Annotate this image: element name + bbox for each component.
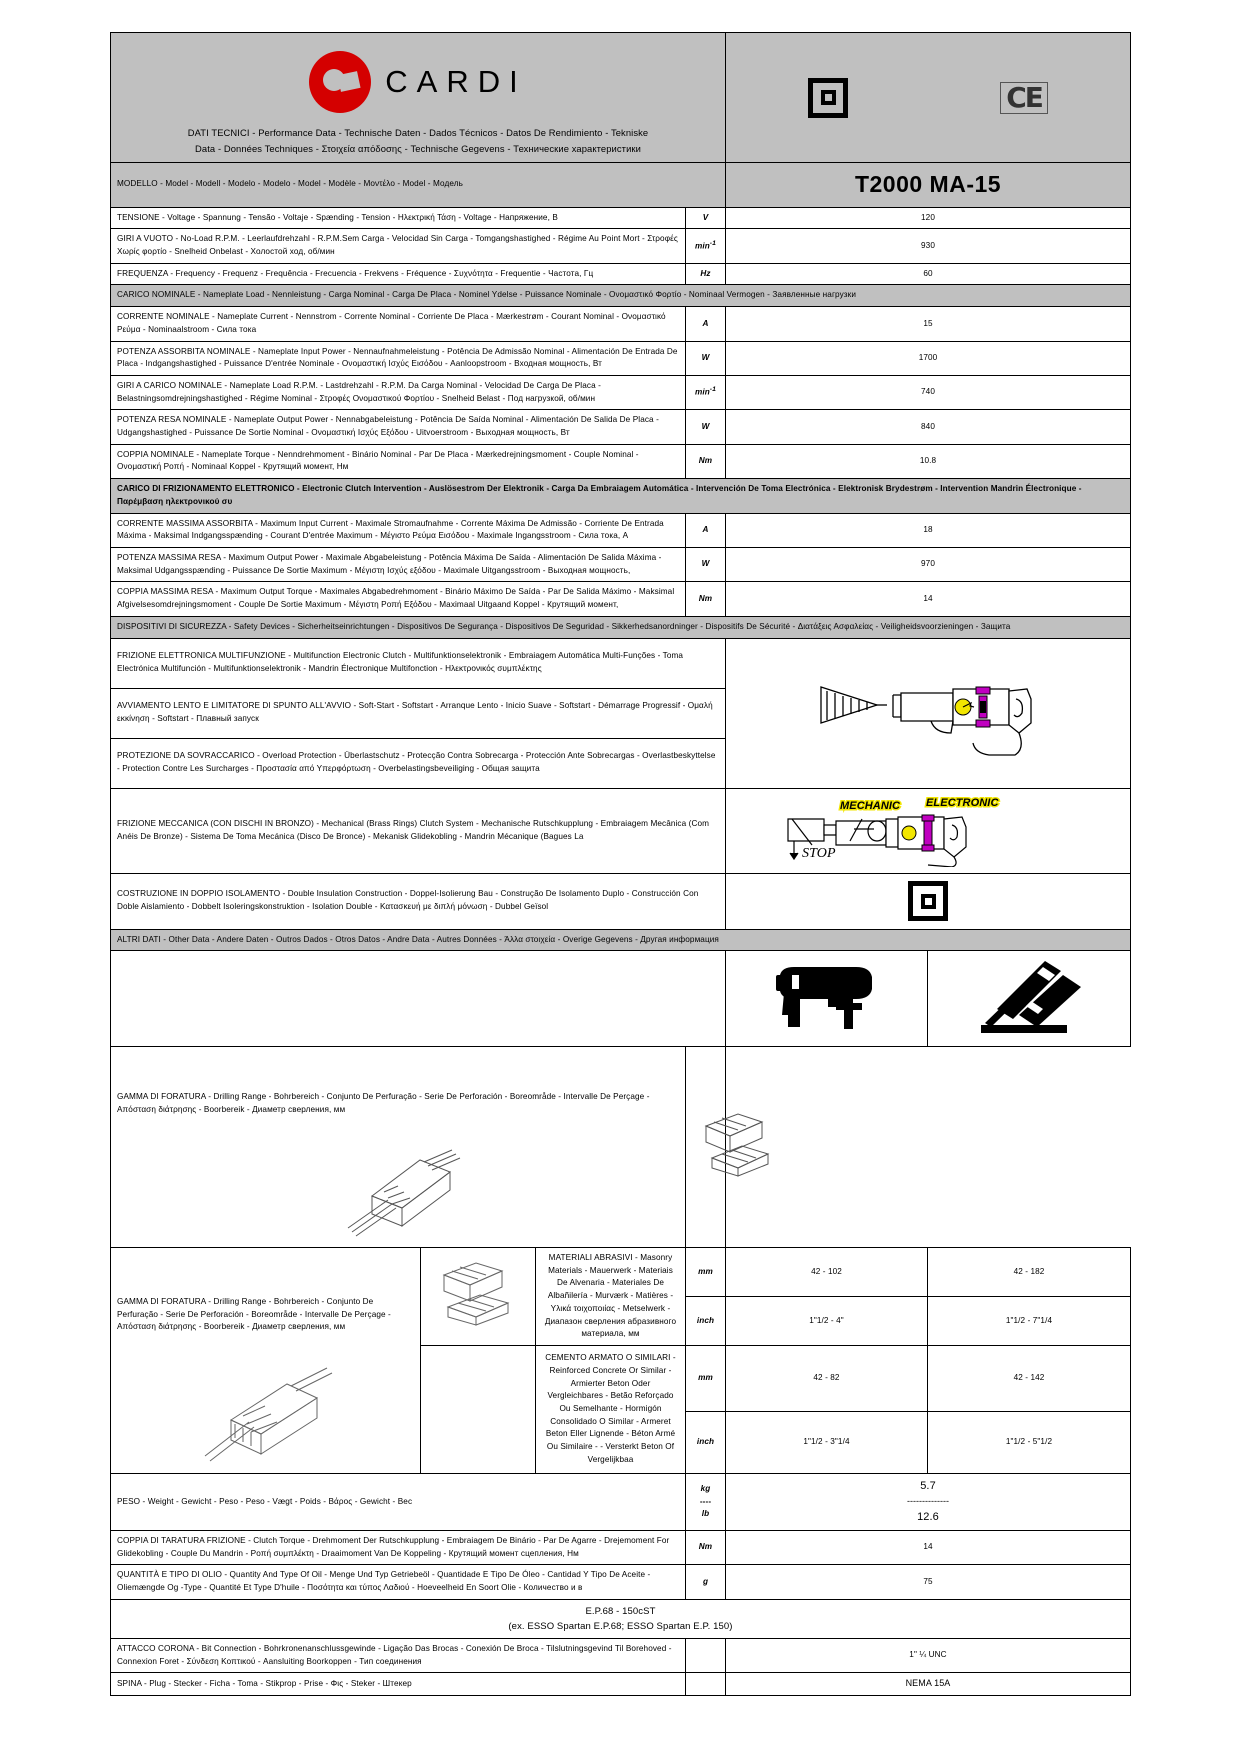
bit-connection-value: 1" ¼ UNC xyxy=(726,1639,1131,1673)
masonry-mm-col1: 42 - 102 xyxy=(726,1248,928,1297)
weight-unit-separator: ---- xyxy=(699,1496,712,1506)
table-row xyxy=(111,582,1131,616)
masonry-inch-col2: 1"1/2 - 7"1/4 xyxy=(928,1296,1131,1345)
bottom-data-table xyxy=(110,1473,1131,1697)
certification-cell xyxy=(726,33,1131,163)
concrete-mm-col2: 42 - 142 xyxy=(928,1345,1131,1411)
table-row xyxy=(111,1530,1131,1564)
weight-values xyxy=(726,1473,1131,1530)
model-row xyxy=(111,163,1131,208)
oil-unit: g xyxy=(686,1565,726,1599)
electronic-drill-illustration-cell xyxy=(726,638,1131,788)
oil-value: 75 xyxy=(726,1565,1131,1599)
masonry-unit-mm: mm xyxy=(686,1248,726,1297)
table-row xyxy=(111,1248,1131,1297)
concrete-material-name: CEMENTO ARMATO O SIMILARI - Reinforced Concrete Or Similar - Armierter Beton Oder Vergleichbares - Betão Reforçado Ou Semelhante - Hormigón Consolidado O Similar - Armeret Beton Eller Lignende - Béton Armé Ou Similaire - - Versterkt Beton Of Vergelijkbaa xyxy=(536,1345,686,1473)
safety-item-double-insulation: COSTRUZIONE IN DOPPIO ISOLAMENTO - Double Insulation Construction - Doppel-Isolierung Bau - Construção De Isolamento Duplo - Construcción Con Doble Aislamiento - Dobbelt Isoleringskonstruktion - Isolation Double - Κατασκευή με διπλή μόνωση - Dubbel Geïsol xyxy=(111,873,726,929)
section-band-other-data xyxy=(111,929,1131,951)
reinforced-concrete-icon xyxy=(191,1364,341,1464)
sheet-title-line2: Data - Données Techniques - Στοιχεία απόδοσης - Technische Gegevens - Технические характеристики xyxy=(195,142,641,154)
electronic-drill-icon xyxy=(813,665,1043,761)
unit-exponent: -1 xyxy=(709,386,717,394)
weight-value-kg: 5.7 xyxy=(920,1479,936,1492)
reinforced-concrete-icon-wrap xyxy=(117,1142,679,1243)
unit-text: W xyxy=(701,352,710,362)
unit-exponent: -1 xyxy=(709,239,717,247)
row-value-nameplate-load-rpm: 740 xyxy=(726,375,1131,409)
masonry-icon-cell xyxy=(686,1046,726,1247)
band-label-other-data: ALTRI DATI - Other Data - Andere Daten - Outros Dados - Otros Datos - Andre Data - Autres Données - Άλλα στοιχεία - Overige Gegevens - Другая информация xyxy=(111,929,1131,951)
unit-text: min xyxy=(694,388,710,398)
brand-header-cell xyxy=(111,33,726,163)
row-value-nameplate-torque: 10.8 xyxy=(726,444,1131,478)
double-insulation-square-icon xyxy=(908,881,948,921)
table-row xyxy=(111,548,1131,582)
electronic-label: ELECTRONIC xyxy=(926,796,999,809)
row-desc-nameplate-load-rpm: GIRI A CARICO NOMINALE - Nameplate Load R.P.M. - Lastdrehzahl - R.P.M. Da Carga Nominal - Velocidad De Carga De Placa - Belastningsomdrejningshastighed - Régime Nominal - Στροφές Ονομαστικού Φορτίου - Snelheid Belast - Под нагрузкой, об/мин xyxy=(111,375,686,409)
safety-item-overload-protection: PROTEZIONE DA SOVRACCARICO - Overload Protection - Überlastschutz - Protecção Contra Sobrecarga - Protección Ante Sobrecargas - Overlastbeskyttelse - Protection Contre Les Surcharges - Προστασία από Υπερφόρτωση - Overbelastingsbeveiliging - Общая защита xyxy=(111,738,726,788)
table-row xyxy=(111,513,1131,547)
table-row xyxy=(111,1599,1131,1638)
row-desc-voltage: TENSIONE - Voltage - Spannung - Tensão - Voltaje - Spænding - Tension - Ηλεκτρική Τάση - Voltage - Напряжение, В xyxy=(111,207,686,229)
row-unit-voltage xyxy=(686,207,726,229)
drilling-range-label-cell xyxy=(111,1248,421,1474)
row-desc-max-input-current: CORRENTE MASSIMA ASSORBITA - Maximum Input Current - Maximale Stromaufnahme - Corrente Máxima De Admissão - Corriente De Entrada Máxima - Maksimal Indgangsspænding - Courant D'entrée Maximum - Μέγιστο Ρεύμα Εισόδου - Maximale Ingangsstroom - Сила тока, А xyxy=(111,513,686,547)
plug-unit xyxy=(686,1673,726,1696)
plug-label: SPINA - Plug - Stecker - Ficha - Toma - Stikprop - Prise - Φις - Steker - Штекер xyxy=(111,1673,686,1696)
row-desc-noload-rpm: GIRI A VUOTO - No-Load R.P.M. - Leerlaufdrehzahl - R.P.M.Sem Carga - Velocidad Sin Carga - Tomgangshastighed - Régime Au Point Mort - Στροφές Χωρίς φορτίο - Snelheid Onbelast - Холостой ход, об/мин xyxy=(111,229,686,263)
row-desc-nameplate-input-power: POTENZA ASSORBITA NOMINALE - Nameplate Input Power - Nennaufnahmeleistung - Potência De Admissão Nominal - Alimentación De Entrada De Placa - Indgangshastighed - Puissance D'entrée Nominale - Ονομαστική Ισχύς Εισόδου - Aanloopstroom - Входная мощность, Вт xyxy=(111,341,686,375)
oil-type-line2: (ex. ESSO Spartan E.P.68; ESSO Spartan E.P. 150) xyxy=(508,1620,733,1632)
table-row xyxy=(111,444,1131,478)
sheet-title-line1: DATI TECNICI - Performance Data - Technische Daten - Dados Técnicos - Datos De Rendimiento - Tekniske xyxy=(187,126,649,138)
row-value-nameplate-output-power: 840 xyxy=(726,410,1131,444)
unit-text: Nm xyxy=(698,456,713,466)
bricks-icon xyxy=(428,1259,528,1329)
brand-name: CARDI xyxy=(385,63,527,99)
stop-label: STOP xyxy=(802,845,836,861)
bit-connection-unit xyxy=(686,1639,726,1673)
concrete-mm-col1: 42 - 82 xyxy=(726,1345,928,1411)
oil-type-line1: E.P.68 - 150cST xyxy=(585,1605,656,1617)
weight-unit-kg: kg xyxy=(700,1483,711,1493)
masonry-icon-cell xyxy=(421,1248,536,1346)
row-unit-max-output-power xyxy=(686,548,726,582)
clutch-torque-label: COPPIA DI TARATURA FRIZIONE - Clutch Torque - Drehmoment Der Rutschkupplung - Embraiagem De Binário - Par De Agarre - Drejemoment For Glidekobling - Couple Du Mandrin - Ροπή συμπλέκτη - Draaimoment Van De Koppeling - Крутящий момент сцепления, Нм xyxy=(111,1530,686,1564)
reinforced-concrete-icon xyxy=(328,1142,468,1238)
table-row xyxy=(111,410,1131,444)
unit-text: Nm xyxy=(698,593,713,603)
row-desc-max-output-torque: COPPIA MASSIMA RESA - Maximum Output Torque - Maximales Abgabedrehmoment - Binário Máximo De Saída - Par De Salida Máximo - Maksimal Afgivelsesomdrejningsmoment - Couple De Sortie Maximum - Μέγιστη Ροπή Εξόδου - Maximaal Uitgaand Koppel - Крутящий момент, xyxy=(111,582,686,616)
table-row xyxy=(111,873,1131,929)
row-value-nameplate-current: 15 xyxy=(726,307,1131,341)
double-insulation-cell xyxy=(726,873,1131,929)
hammer-drill-icon xyxy=(762,957,892,1035)
section-band-nameplate xyxy=(111,285,1131,307)
row-unit-nameplate-load-rpm xyxy=(686,375,726,409)
band-label-safety: DISPOSITIVI DI SICUREZZA - Safety Devices - Sicherheitseinrichtungen - Dispositivos De Segurança - Dispositivos De Seguridad - Sikkerhedsanordninger - Dispositifs De Sécurité - Διατάξεις Ασφαλείας - Veiligheidsvoorzieningen - Защита xyxy=(111,616,1131,638)
weight-value-lb: 12.6 xyxy=(917,1510,939,1523)
core-drill-stand-icon xyxy=(969,957,1089,1035)
header-row xyxy=(111,33,1131,163)
safety-item-soft-start: AVVIAMENTO LENTO E LIMITATORE DI SPUNTO ALL'AVVIO - Soft-Start - Softstart - Arranque Lento - Inicio Suave - Softstart - Démarrage Progressif - Ομαλή εκκίνηση - Softstart - Плавный запуск xyxy=(111,688,726,738)
model-value-cell xyxy=(726,163,1131,208)
unit-text: W xyxy=(701,421,710,431)
concrete-unit-mm: mm xyxy=(686,1345,726,1411)
row-value-max-input-current: 18 xyxy=(726,513,1131,547)
double-insulation-square-icon xyxy=(808,78,848,118)
weight-unit-lb: lb xyxy=(701,1509,710,1519)
drilling-range-table xyxy=(110,1247,1131,1474)
row-unit-nameplate-torque xyxy=(686,444,726,478)
table-row xyxy=(111,1046,1131,1247)
row-desc-frequency: FREQUENZA - Frequency - Frequenz - Frequência - Frecuencia - Frekvens - Fréquence - Συχνότητα - Frequentie - Частота, Гц xyxy=(111,263,686,285)
row-unit-nameplate-output-power xyxy=(686,410,726,444)
drilling-range-label-cell xyxy=(111,1046,686,1247)
table-row xyxy=(111,229,1131,263)
table-row xyxy=(111,1639,1131,1673)
masonry-material-name: MATERIALI ABRASIVI - Masonry Materials - Mauerwerk - Materiais De Alvenaria - Materiales De Albañilería - Murværk - Matières - Υλικά τοιχοποιίας - Metselwerk - Диапазон сверления абразивного материала, мм xyxy=(536,1248,686,1346)
table-row xyxy=(111,207,1131,229)
hammer-drill-cell xyxy=(726,951,928,1047)
concrete-unit-inch: inch xyxy=(686,1412,726,1474)
clutch-torque-unit: Nm xyxy=(686,1530,726,1564)
row-value-nameplate-input-power: 1700 xyxy=(726,341,1131,375)
row-value-max-output-power: 970 xyxy=(726,548,1131,582)
concrete-inch-col1: 1"1/2 - 3"1/4 xyxy=(726,1412,928,1474)
band-label-nameplate: CARICO NOMINALE - Nameplate Load - Nennleistung - Carga Nominal - Carga De Placa - Nominel Ydelse - Puissance Nominale - Ονομαστικό Φορτίο - Nominaal Vermogen - Заявленные нагрузки xyxy=(111,285,1131,307)
band-label-electronic-clutch: CARICO DI FRIZIONAMENTO ELETTRONICO - Electronic Clutch Intervention - Auslösestrom Der Elektronik - Carga Da Embraiagem Automática - Intervención De Toma Electrónica - Elektronisk Brydestrøm - Intervention Mandrin Électronique - Παρέμβαση ηλεκτρονικού συ xyxy=(111,479,1131,513)
weight-label: PESO - Weight - Gewicht - Peso - Peso - Vægt - Poids - Βάρος - Gewicht - Bec xyxy=(111,1473,686,1530)
brand-logo xyxy=(117,39,719,125)
oil-type-cell xyxy=(111,1599,1131,1638)
model-name: T2000 MA-15 xyxy=(854,171,1002,197)
row-value-max-output-torque: 14 xyxy=(726,582,1131,616)
section-band-electronic-clutch xyxy=(111,479,1131,513)
row-desc-nameplate-torque: COPPIA NOMINALE - Nameplate Torque - Nenndrehmoment - Binário Nominal - Par De Placa - Mærkedrejningsmoment - Couple Nominal - Ονομαστική Ροπή - Nominaal Koppel - Крутящий момент, Нм xyxy=(111,444,686,478)
table-row xyxy=(111,788,1131,873)
concrete-icon-spacer-cell xyxy=(421,1345,536,1473)
row-desc-max-output-power: POTENZA MASSIMA RESA - Maximum Output Power - Maximale Abgabeleistung - Potência Máxima De Saída - Alimentación De Salida Máxima - Maksimal Udgangsspænding - Puissance De Sortie Maximum - Μέγιστη Ισχύς εξόδου - Maximale Uitgangsstroom - Выходная мощность, xyxy=(111,548,686,582)
concrete-inch-col2: 1"1/2 - 5"1/2 xyxy=(928,1412,1131,1474)
drilling-range-label: GAMMA DI FORATURA - Drilling Range - Bohrbereich - Conjunto De Perfuração - Serie De Perforación - Boreområde - Intervalle De Perçage - Απόσταση διάτρησης - Boorbereik - Диаметр сверления, мм xyxy=(117,1091,650,1114)
row-unit-nameplate-input-power xyxy=(686,341,726,375)
drilling-range-label: GAMMA DI FORATURA - Drilling Range - Bohrbereich - Conjunto De Perfuração - Serie De Perforación - Boreområde - Intervalle De Perçage - Απόσταση διάτρησης - Boorbereik - Диаметр сверления, мм xyxy=(117,1297,391,1332)
table-row xyxy=(111,263,1131,285)
row-value-frequency: 60 xyxy=(726,263,1131,285)
unit-text: V xyxy=(702,212,709,222)
row-desc-nameplate-output-power: POTENZA RESA NOMINALE - Nameplate Output Power - Nennabgabeleistung - Potência De Saída Nominal - Alimentación De Salida De Placa - Udgangshastighed - Puissance De Sortie Nominal - Ονομαστική Ισχύς Εξόδου - Uitvoerstroom - Выходная мощность, Вт xyxy=(111,410,686,444)
unit-text: Hz xyxy=(700,268,711,278)
table-row xyxy=(111,1673,1131,1696)
clutch-torque-value: 14 xyxy=(726,1530,1131,1564)
bit-connection-label: ATTACCO CORONA - Bit Connection - Bohrkronenanschlussgewinde - Ligação Das Brocas - Conexión De Broca - Tilslutningsgevind Til Borehoved - Connexion Foret - Σύνδεση Κοπτικού - Aansluiting Boorkoppen - Тип соединения xyxy=(111,1639,686,1673)
model-label: MODELLO - Model - Modell - Modelo - Modelo - Model - Modèle - Μοντέλο - Model - Модель xyxy=(111,163,726,208)
table-row xyxy=(111,638,1131,688)
masonry-unit-inch: inch xyxy=(686,1296,726,1345)
unit-text: min xyxy=(694,241,710,251)
concrete-icon-wrap xyxy=(117,1364,414,1469)
oil-label: QUANTITÀ E TIPO DI OLIO - Quantity And Type Of Oil - Menge Und Typ Getriebeöl - Quantidade E Tipo De Óleo - Cantidad Y Tipo De Aceite - Oliemængde Og -Type - Quantité Et Type D'huile - Ποσότητα και τύπος Λαδιού - Hoeveelheid En Soort Olie - Количество и в xyxy=(111,1565,686,1599)
weight-units xyxy=(686,1473,726,1530)
mechanic-label: MECHANIC xyxy=(840,799,901,812)
core-drill-stand-cell xyxy=(928,951,1131,1047)
row-unit-noload-rpm xyxy=(686,229,726,263)
safety-item-electronic-clutch: FRIZIONE ELETTRONICA MULTIFUNZIONE - Multifunction Electronic Clutch - Multifunktionselektronik - Embraiagem Automática Multi-Funções - Toma Electrónica Multifunción - Multifunktionselektronik - Mandrin Électronique Multifonction - Ηλεκτρονικός συμπλέκτης xyxy=(111,638,726,688)
masonry-mm-col2: 42 - 182 xyxy=(928,1248,1131,1297)
technical-data-table xyxy=(110,32,1131,1248)
row-value-voltage: 120 xyxy=(726,207,1131,229)
ce-mark-icon: CE xyxy=(1000,82,1048,114)
table-row xyxy=(111,1565,1131,1599)
table-row xyxy=(111,341,1131,375)
weight-value-separator: -------------- xyxy=(907,1495,949,1506)
masonry-inch-col1: 1"1/2 - 4" xyxy=(726,1296,928,1345)
row-unit-max-input-current xyxy=(686,513,726,547)
row-value-noload-rpm: 930 xyxy=(726,229,1131,263)
row-unit-max-output-torque xyxy=(686,582,726,616)
table-row xyxy=(111,375,1131,409)
section-band-safety xyxy=(111,616,1131,638)
row-unit-nameplate-current xyxy=(686,307,726,341)
cardi-circle-logo-icon xyxy=(309,51,371,113)
mechanic-electronic-illustration-cell xyxy=(726,788,1131,873)
unit-text: A xyxy=(702,318,709,328)
bricks-icon xyxy=(692,1112,788,1178)
plug-value: NEMA 15A xyxy=(726,1673,1131,1696)
tool-icons-blank-cell xyxy=(111,951,726,1047)
table-row xyxy=(111,307,1131,341)
table-row xyxy=(111,1473,1131,1530)
unit-text: A xyxy=(702,524,709,534)
safety-item-mechanical-clutch: FRIZIONE MECCANICA (CON DISCHI IN BRONZO) - Mechanical (Brass Rings) Clutch System - Mechanische Rutschkupplung - Embraiagem Mecânica (Com Anéis De Bronze) - Sistema De Toma Mecánica (Disco De Bronce) - Mekanisk Glidekobling - Mandrin Mécanique (Bagues La xyxy=(111,788,726,873)
tool-icons-row xyxy=(111,951,1131,1047)
row-unit-frequency xyxy=(686,263,726,285)
unit-text: W xyxy=(701,559,710,569)
row-desc-nameplate-current: CORRENTE NOMINALE - Nameplate Current - Nennstrom - Corrente Nominal - Corriente De Placa - Mærkestrøm - Courant Nominal - Ονομαστικό Ρεύμα - Nominaalstroom - Сила тока xyxy=(111,307,686,341)
mechanic-electronic-drill-icon xyxy=(778,795,1078,867)
